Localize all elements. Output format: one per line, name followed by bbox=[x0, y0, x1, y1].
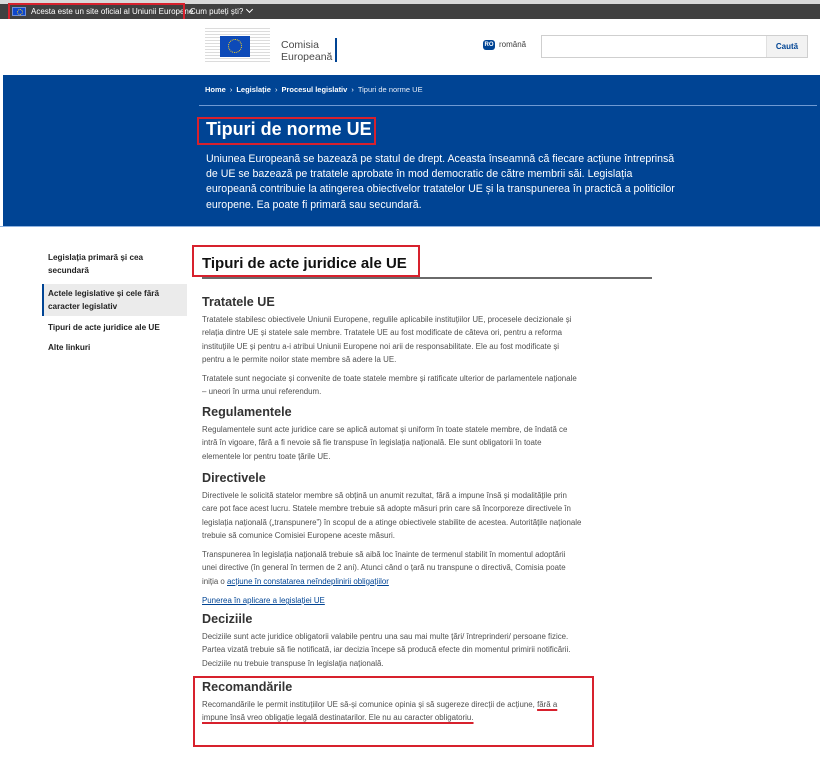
page-intro: Uniunea Europeană se bazează pe statul de drept. Aceasta înseamnă că fiecare acțiune întreprinsă de UE se bazează pe tratatele aprobate în mod democratic de către membrii săi. Legislația europeană contribuie la atingerea obiectivelor tratatelor UE și la transpunerea în practică a politicilor europene. Ea poate fi primară sau secundară. bbox=[206, 153, 675, 211]
logo-line-2: Europeană bbox=[281, 51, 333, 63]
language-label: română bbox=[499, 40, 527, 50]
breadcrumb-procesul-legislativ[interactable]: Procesul legislativ bbox=[281, 85, 348, 94]
eu-flag-icon bbox=[220, 36, 250, 57]
breadcrumb-divider bbox=[199, 105, 817, 106]
paragraph: Tratatele stabilesc obiectivele Uniunii Europene, regulile aplicabile instituțiilor UE, procesele decizionale și relația dintre UE și statele sale membre. Tratatele UE au fost modificate de câteva ori, pentru a reforma instituțiile UE și pentru a-i atribui Uniunii Europene noi arii de responsabilitate. Ele au fost modificate și pentru a le permite noilor state membre să adere la UE. bbox=[202, 315, 572, 364]
paragraph: Tratatele sunt negociate și convenite de toate statele membre și ratificate ulterior de parlamentele naționale – uneori în urma unui referendum. bbox=[202, 374, 577, 397]
paragraph: Deciziile sunt acte juridice obligatorii valabile pentru una sau mai multe țări/ întreprinderi/ persoane fizice. Partea vizată trebuie să fie notificată, iar decizia începe să producă efecte din momentul primirii notificării. Deciziile nu trebuie transpuse în legislația națională. bbox=[202, 632, 571, 668]
section-directivele bbox=[202, 471, 582, 613]
heading-regulamentele: Regulamentele bbox=[202, 405, 292, 419]
breadcrumb-legislatie[interactable]: Legislație bbox=[236, 85, 271, 94]
paragraph bbox=[202, 594, 582, 607]
section-tratatele bbox=[202, 295, 582, 405]
how-do-you-know-toggle[interactable] bbox=[190, 4, 252, 19]
sidebar-nav bbox=[42, 248, 187, 357]
search-button[interactable]: Caută bbox=[766, 36, 807, 57]
chevron-down-icon bbox=[246, 6, 253, 13]
title-underline bbox=[202, 277, 652, 279]
sidebar-item-actele-legislative[interactable]: Actele legislative și cele fără caracter legislativ bbox=[42, 284, 187, 316]
annotation-highlight-box bbox=[197, 117, 376, 145]
annotation-highlight-box bbox=[193, 676, 594, 747]
logo-text bbox=[281, 39, 332, 63]
european-commission-logo[interactable] bbox=[205, 22, 340, 67]
breadcrumb-separator-icon: › bbox=[351, 85, 354, 94]
language-selector[interactable] bbox=[483, 40, 526, 50]
paragraph: Regulamentele sunt acte juridice care se aplică automat și uniform în toate statele membre, de îndată ce intră în vigoare, fără a fi nevoie să fie transpuse în legislația națională. Ele sunt obligatorii în toate elementele lor pentru toate țările UE. bbox=[202, 425, 568, 461]
logo-divider bbox=[335, 38, 337, 62]
highlighted-text: fără a impune însă vreo obligație legală destinatarilor. Ele nu au caracter obligatoriu. bbox=[202, 700, 558, 723]
annotation-highlight-box bbox=[192, 245, 420, 277]
infringement-link[interactable]: acțiune în constatarea neîndeplinirii obligațiilor bbox=[227, 576, 389, 586]
language-bubble-icon: RO bbox=[484, 42, 494, 48]
page-hero bbox=[3, 75, 820, 226]
breadcrumb bbox=[205, 85, 426, 94]
section-regulamentele bbox=[202, 405, 582, 469]
sidebar-item-alte-linkuri[interactable]: Alte linkuri bbox=[48, 343, 91, 352]
section-title: Tipuri de acte juridice ale UE bbox=[202, 255, 407, 272]
page-title: Tipuri de norme UE bbox=[206, 119, 372, 139]
hero-bottom-border bbox=[0, 226, 820, 227]
paragraph: Directivele le solicită statelor membre să obțină un anumit rezultat, fără a impune însă și modalitățile prin care pot face acest lucru. Statele membre trebuie să adopte măsuri prin care să încorporeze directivele în legislația națională („transpunere”) în scopul de a atinge obiectivele stabilite de acestea. Autoritățile naționale trebuie să comunice Comisiei Europene aceste măsuri. bbox=[202, 491, 582, 540]
search-input[interactable] bbox=[542, 36, 767, 57]
search-box bbox=[541, 35, 808, 58]
logo-line-1: Comisia bbox=[281, 39, 319, 51]
paragraph-text: Transpunerea în legislația națională trebuie să aibă loc înainte de termenul stabilit în momentul adoptării unei directive (în general în termen de 2 ani). Atunci când o țară nu transpune o directivă, Comisia poate iniția o bbox=[202, 550, 566, 586]
paragraph bbox=[202, 548, 582, 588]
sidebar-item-legislatia-primara[interactable]: Legislația primară și cea secundară bbox=[48, 253, 144, 275]
heading-deciziile: Deciziile bbox=[202, 612, 253, 626]
heading-directivele: Directivele bbox=[202, 471, 266, 485]
breadcrumb-home[interactable]: Home bbox=[205, 85, 226, 94]
paragraph-text: Recomandările le permit instituțiilor UE să-și comunice opinia și să sugereze direcții de acțiune, bbox=[202, 700, 538, 709]
how-know-label: Cum puteți ști? bbox=[190, 7, 244, 16]
official-site-text: Acesta este un site oficial al Uniunii Europene bbox=[31, 7, 194, 16]
heading-recomandarile: Recomandările bbox=[202, 680, 293, 694]
breadcrumb-separator-icon: › bbox=[229, 85, 233, 94]
breadcrumb-separator-icon: › bbox=[274, 85, 278, 94]
heading-tratatele: Tratatele UE bbox=[202, 295, 275, 309]
breadcrumb-current: Tipuri de norme UE bbox=[357, 85, 423, 94]
application-of-eu-law-link[interactable]: Punerea în aplicare a legislației UE bbox=[202, 596, 325, 606]
section-deciziile bbox=[202, 612, 582, 676]
sidebar-item-tipuri-acte-juridice[interactable]: Tipuri de acte juridice ale UE bbox=[48, 323, 160, 332]
